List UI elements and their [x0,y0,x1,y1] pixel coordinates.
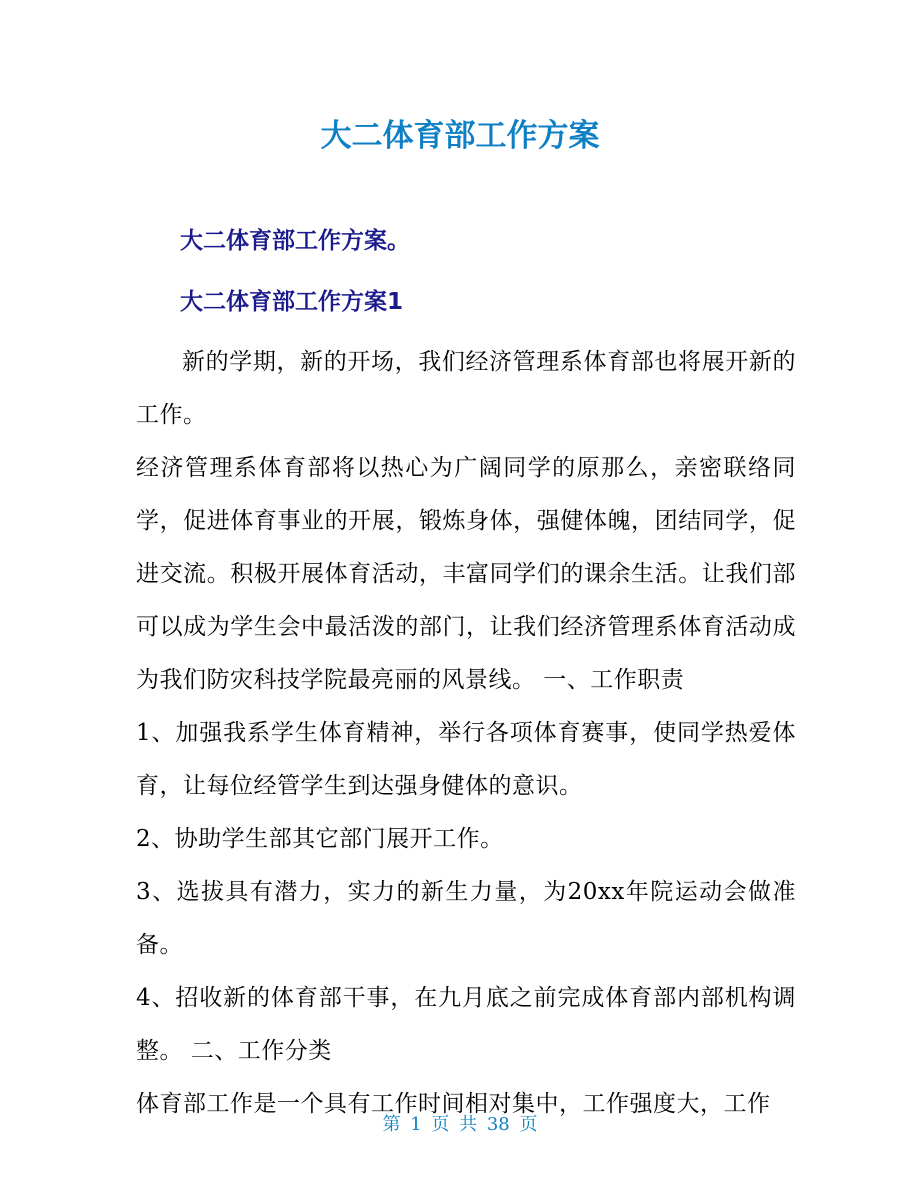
document-body [136,336,796,1131]
paragraph-duty-2: 2、协助学生部其它部门展开工作。 [136,826,504,852]
page-number-footer: 第 1 页 共 38 页 [382,1114,538,1135]
paragraph-duty-1: 1、加强我系学生体育精神，举行各项体育赛事，使同学热爱体育，让每位经管学生到达强身健体的意识。 [136,720,796,799]
document-title: 大二体育部工作方案 [320,118,600,154]
paragraph-mission: 经济管理系体育部将以热心为广阔同学的原那么，亲密联络同学，促进体育事业的开展，锻炼身体，强健体魄，团结同学，促进交流。积极开展体育活动，丰富同学们的课余生活。让我们部可以成为学生会中最活泼的部门，让我们经济管理系体育活动成为我们防灾科技学院最亮丽的风景线。 一、工作职责 [136,455,796,693]
paragraph-duty-3: 3、选拔具有潜力，实力的新生力量，为20xx年院运动会做准备。 [136,879,796,958]
paragraph-work-types: 体育部工作是一个具有工作时间相对集中，工作强度大，工作 [136,1091,771,1117]
section-heading-main: 大二体育部工作方案。 [180,228,410,254]
paragraph-intro: 新的学期，新的开场，我们经济管理系体育部也将展开新的工作。 [136,349,796,428]
paragraph-duty-4: 4、招收新的体育部干事，在九月底之前完成体育部内部机构调整。 二、工作分类 [136,985,796,1064]
section-heading-plan-1: 大二体育部工作方案1 [180,289,404,315]
